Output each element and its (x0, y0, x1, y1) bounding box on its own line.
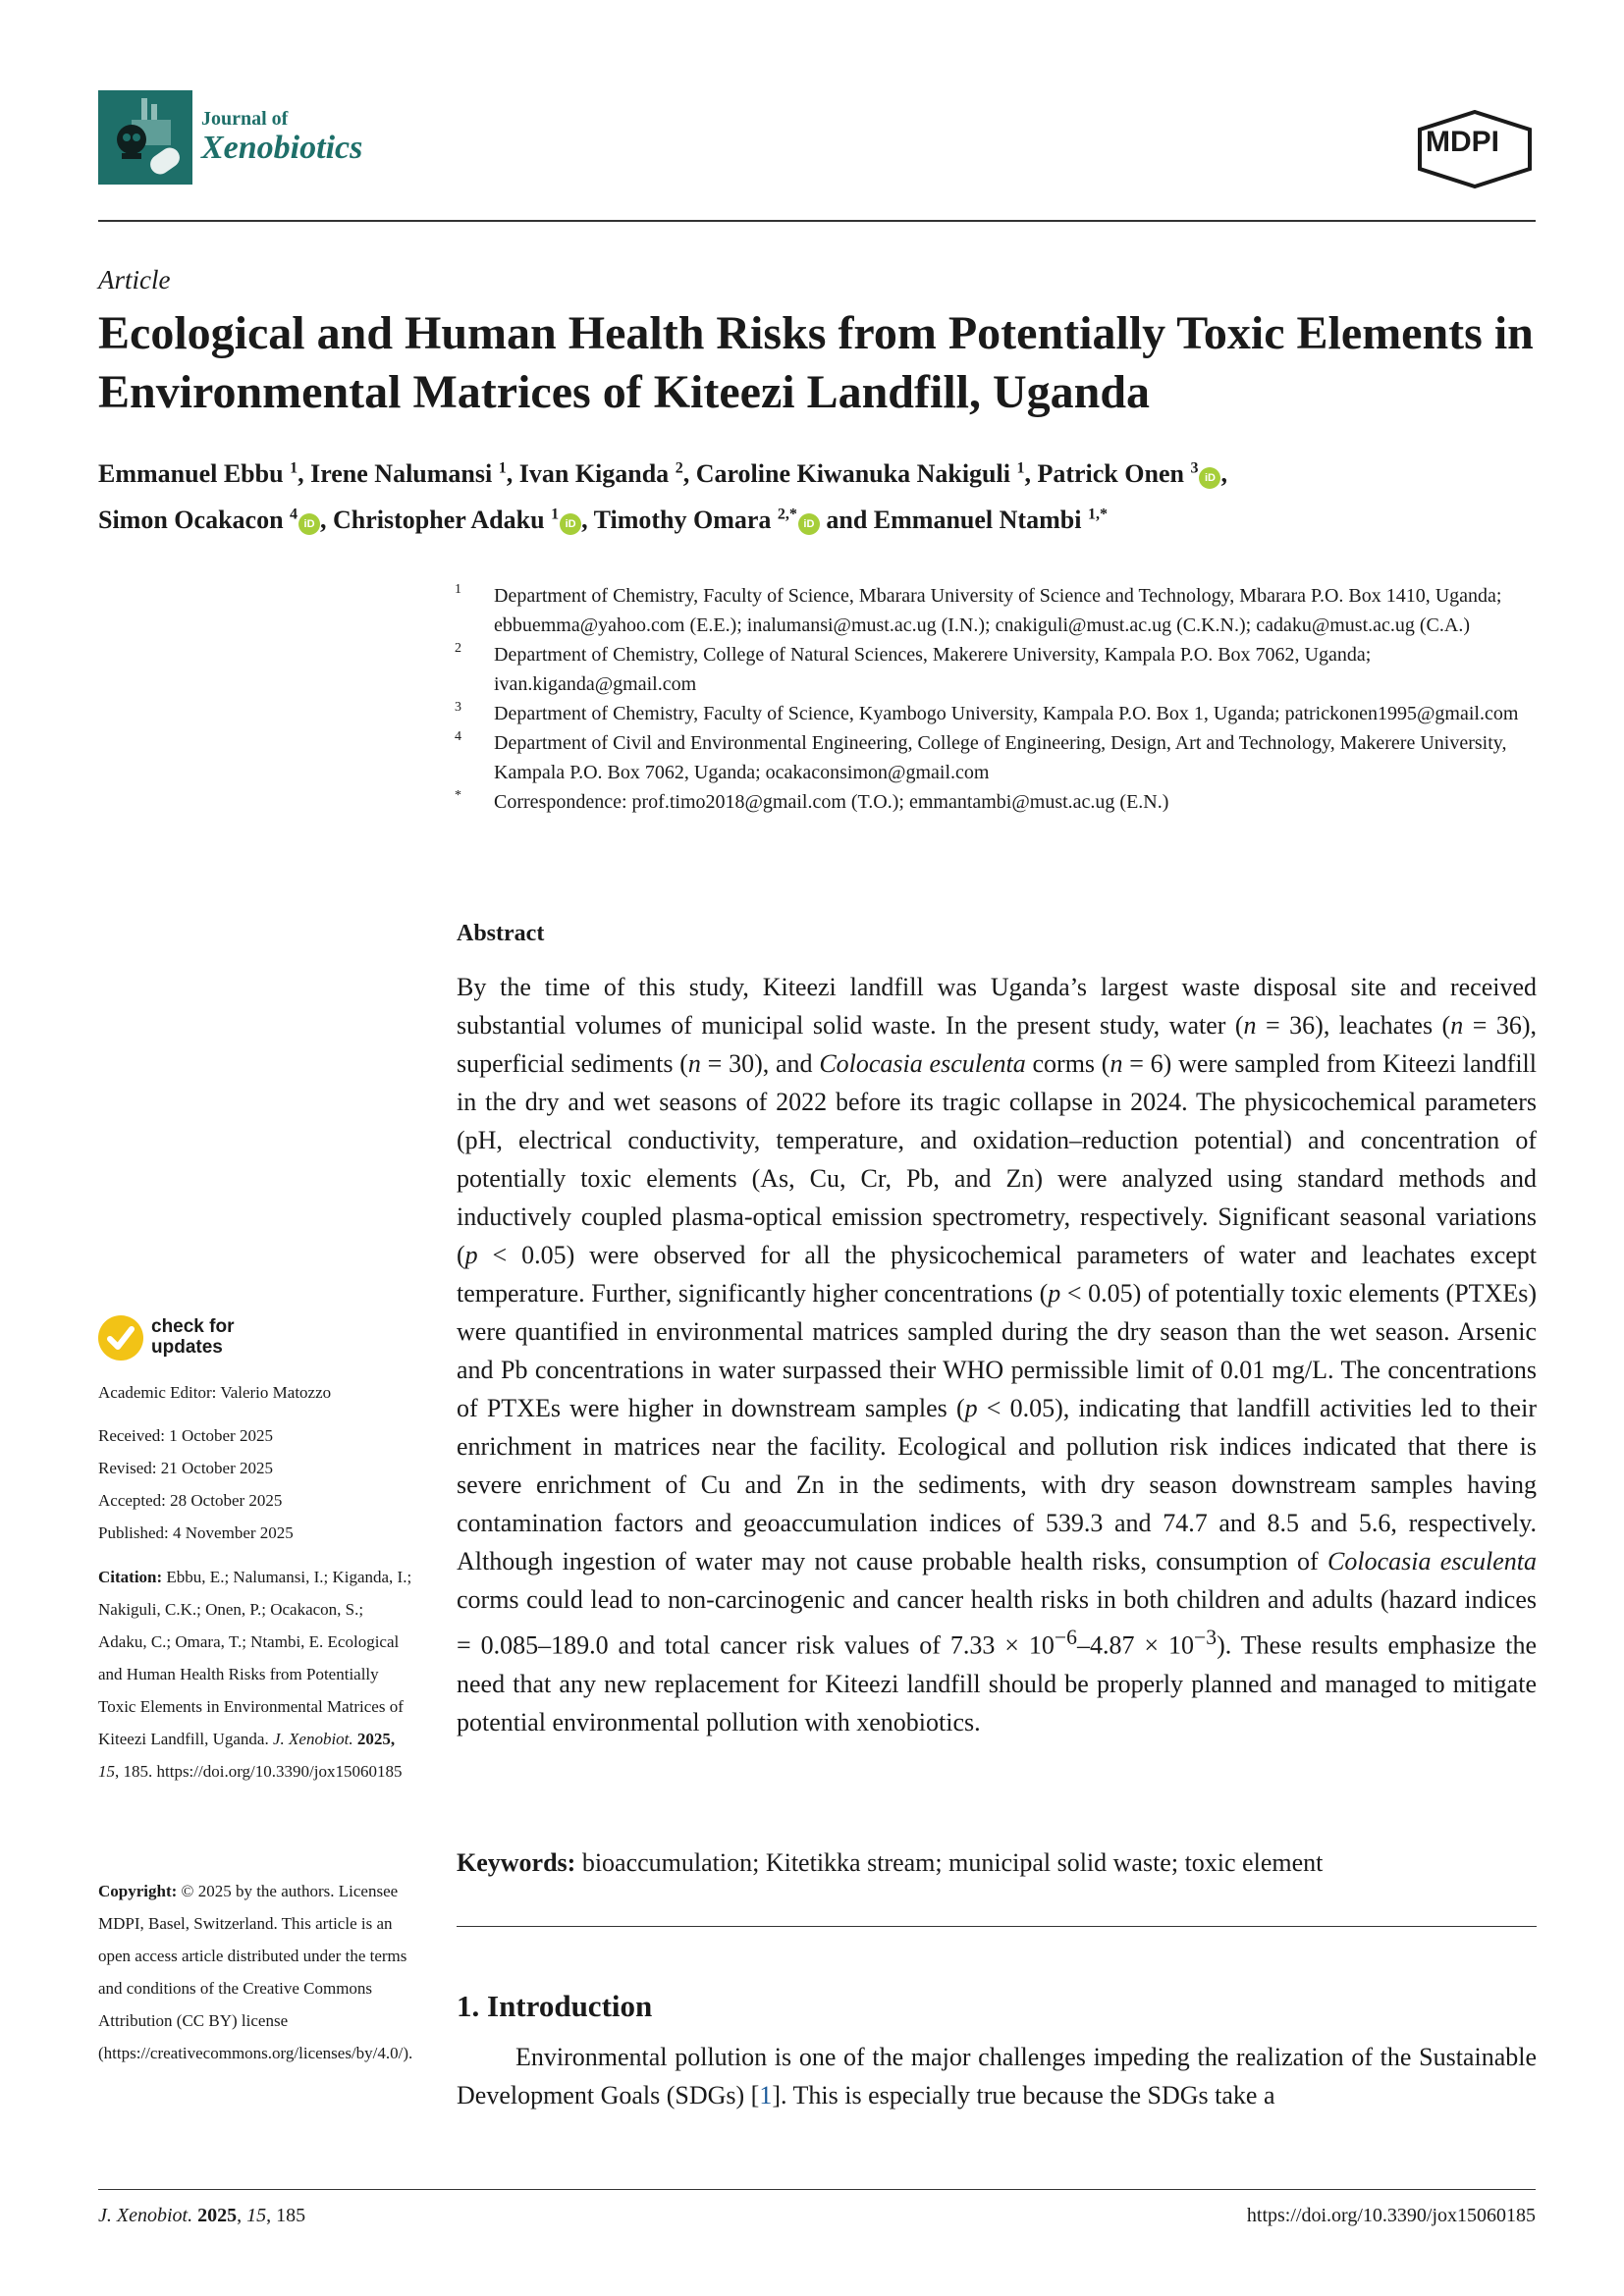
affiliation (455, 787, 1544, 817)
affiliation (455, 581, 1544, 640)
header-divider (98, 220, 1536, 222)
copyright-block (98, 1875, 412, 2069)
section-divider (457, 1926, 1537, 1927)
footer-journal: J. Xenobiot. (98, 2205, 193, 2226)
article-title: Ecological and Human Health Risks from Potentially Toxic Elements in Environmental Matrices of Kiteezi Landfill, Uganda (98, 307, 1534, 418)
author-name: Irene Nalumansi (310, 458, 493, 488)
orcid-icon[interactable]: iD (560, 513, 581, 535)
author-name: Simon Ocakacon (98, 506, 284, 535)
author-name: Emmanuel Ebbu (98, 458, 284, 488)
citation-block (98, 1561, 412, 1788)
affiliation-text: Department of Civil and Environmental Engineering, College of Engineering, Design, Art and Technology, Makerere University, Kampala P.O. Box 7062, Uganda; ocakaconsimon@gmail.com (494, 732, 1507, 783)
citation-volume: 15 (98, 1762, 115, 1781)
footer-page: , 185 (266, 2205, 306, 2226)
author[interactable] (594, 506, 827, 534)
author-affiliation-mark: 2 (675, 459, 683, 476)
date-received: Received: 1 October 2025 (98, 1426, 273, 1445)
introduction-heading: 1. Introduction (457, 1989, 653, 2023)
affiliation-text: Department of Chemistry, Faculty of Science, Kyambogo University, Kampala P.O. Box 1, Uganda; patrickonen1995@gmail.com (494, 703, 1519, 724)
citation-year: 2025, (352, 1730, 396, 1748)
citation-doi[interactable]: , 185. https://doi.org/10.3390/jox15060185 (115, 1762, 403, 1781)
footer-doi[interactable]: https://doi.org/10.3390/jox15060185 (1246, 2205, 1536, 2226)
author[interactable] (98, 506, 333, 534)
affiliations (455, 581, 1544, 817)
affiliation-number: 3 (455, 700, 461, 715)
journal-logo (98, 90, 192, 185)
author-affiliation-mark: 1 (1016, 459, 1025, 476)
abstract-text: By the time of this study, Kiteezi landfill was Uganda’s largest waste disposal site and received substantial volumes of municipal solid waste. In the present study, water (n = 36), leachates (n = 36), superficial sediments (n = 30), and Colocasia esculenta corms (n = 6) were sampled from Kiteezi landfill in the dry and wet seasons of 2022 before its tragic collapse in 2024. The physicochemical parameters (pH, electrical conductivity, temperature, and oxidation–reduction potential) and concentration of potentially toxic elements (As, Cu, Cr, Pb, and Zn) were analyzed using standard methods and inductively coupled plasma-optical emission spectrometry, respectively. Significant seasonal variations (p < 0.05) were observed for all the physicochemical parameters of water and leachates except temperature. Further, significantly higher concentrations (p < 0.05) of potentially toxic elements (PTXEs) were quantified in environmental matrices sampled during the dry season than the wet season. Arsenic and Pb concentrations in water surpassed their WHO permissible limit of 0.01 mg/L. The concentrations of PTXEs were higher in downstream samples (p < 0.05), indicating that landfill activities led to their enrichment in matrices near the facility. Ecological and pollution risk indices indicated that there is severe enrichment of Cu and Zn in the sediments, with dry season downstream samples having contamination factors and geoaccumulation indices of 539.3 and 74.7 and 8.5 and 5.6, respectively. Although ingestion of water may not cause probable health risks, consumption of Colocasia esculenta corms could lead to non-carcinogenic and cancer health risks in both children and adults (hazard indices = 0.085–189.0 and total cancer risk values of $7.33 \times 10^{-6}-4.87 \times 10^{-3}$). These results emphasize the need that any new replacement for Kiteezi landfill should be properly planned and managed to mitigate potential environmental pollution with xenobiotics. (457, 973, 1537, 1736)
keywords-text: bioaccumulation; Kitetikka stream; municipal solid waste; toxic element (575, 1848, 1324, 1877)
author[interactable] (519, 459, 696, 488)
author[interactable] (826, 506, 1108, 534)
footer-volume: 15 (246, 2205, 267, 2226)
skull-icon (98, 90, 192, 185)
abstract-heading: Abstract (457, 921, 545, 946)
affiliation-text: Correspondence: prof.timo2018@gmail.com (T.O.); emmantambi@must.ac.ug (E.N.) (494, 791, 1169, 813)
affiliation (455, 699, 1544, 728)
orcid-icon[interactable]: iD (798, 513, 820, 535)
affiliation-number: 1 (455, 582, 461, 597)
check-line-1: check for (151, 1316, 235, 1337)
author-name: Ivan Kiganda (518, 458, 670, 488)
article-type: Article (98, 265, 171, 294)
affiliation-text: Department of Chemistry, Faculty of Science, Mbarara University of Science and Technology, Mbarara P.O. Box 1410, Uganda; ebbuemma@yahoo.com (E.E.); inalumansi@must.ac.ug (I.N.); cnakiguli@must.ac.ug (C.K.N.); cadaku@must.ac.ug (C.A.) (494, 585, 1502, 636)
orcid-icon[interactable]: iD (298, 513, 320, 535)
author-affiliation-mark: 4 (290, 506, 298, 523)
orcid-icon[interactable]: iD (1199, 467, 1220, 489)
keywords (457, 1845, 1537, 1881)
citation-journal: J. Xenobiot. (272, 1730, 353, 1748)
author-separator: , (506, 458, 519, 488)
affiliation (455, 640, 1544, 699)
author-name: Timothy Omara (593, 506, 772, 535)
date-accepted: Accepted: 28 October 2025 (98, 1491, 283, 1510)
journal-name: Xenobiotics (201, 130, 363, 166)
publisher-name: MDPI (1426, 126, 1499, 158)
author-separator: , (682, 458, 696, 488)
academic-editor: Academic Editor: Valerio Matozzo (98, 1383, 332, 1402)
check-for-updates-label[interactable] (151, 1316, 234, 1358)
copyright-label: Copyright: (98, 1882, 178, 1900)
affiliation-text: Department of Chemistry, College of Natural Sciences, Makerere University, Kampala P.O. Box 7062, Uganda; ivan.kiganda@gmail.com (494, 644, 1372, 695)
reference-link[interactable]: 1 (759, 2081, 773, 2109)
author-affiliation-mark: 1 (498, 459, 507, 476)
author-separator: , (298, 458, 311, 488)
author-name: Christopher Adaku (333, 506, 545, 535)
author[interactable] (310, 459, 519, 488)
author-name: Patrick Onen (1037, 458, 1184, 488)
keywords-label: Keywords: (457, 1848, 576, 1877)
affiliation-number: * (455, 788, 461, 803)
author-separator: , (1024, 458, 1038, 488)
date-revised: Revised: 21 October 2025 (98, 1459, 273, 1477)
author-separator: , (320, 506, 334, 535)
affiliation-number: 4 (455, 729, 461, 744)
author-affiliation-mark: 1,* (1087, 506, 1108, 523)
date-published: Published: 4 November 2025 (98, 1523, 294, 1542)
check-line-2: updates (151, 1337, 223, 1358)
author-name: Caroline Kiwanuka Nakiguli (695, 458, 1010, 488)
author-separator: , (581, 506, 594, 535)
author-name: and Emmanuel Ntambi (826, 506, 1082, 535)
journal-of-label: Journal of (201, 108, 289, 130)
author-affiliation-mark: 1 (551, 506, 560, 523)
author-affiliation-mark: 2,* (777, 506, 797, 523)
author[interactable] (1037, 459, 1227, 488)
introduction-text: Environmental pollution is one of the major challenges impeding the realization of the Sustainable Development Goals (SDGs) [1]. This is especially true because the SDGs take a (457, 2043, 1537, 2109)
author-affiliation-mark: 3 (1190, 459, 1199, 476)
footer-year: 2025 (197, 2205, 238, 2226)
check-for-updates-icon[interactable] (98, 1315, 143, 1361)
author-list (98, 448, 1532, 541)
author[interactable] (333, 506, 594, 534)
footer-citation: J. Xenobiot. 2025, 15, 185 (98, 2205, 306, 2226)
affiliation-number: 2 (455, 641, 461, 656)
author[interactable] (696, 459, 1038, 488)
author-separator: , (1220, 458, 1227, 488)
affiliation (455, 728, 1544, 787)
citation-text: Ebbu, E.; Nalumansi, I.; Kiganda, I.; Nakiguli, C.K.; Onen, P.; Ocakacon, S.; Adaku, C.; Omara, T.; Ntambi, E. Ecological and Human Health Risks from Potentially Toxic Elements in Environmental Matrices of Kiteezi Landfill, Uganda. (98, 1568, 412, 1748)
footer-divider (98, 2189, 1536, 2190)
author-affiliation-mark: 1 (290, 459, 298, 476)
copyright-text: © 2025 by the authors. Licensee MDPI, Basel, Switzerland. This article is an open access article distributed under the terms and conditions of the Creative Commons Attribution (CC BY) license (https://creativecommons.org/licenses/by/4.0/). (98, 1882, 413, 2062)
citation-label: Citation: (98, 1568, 163, 1586)
author[interactable] (98, 459, 310, 488)
